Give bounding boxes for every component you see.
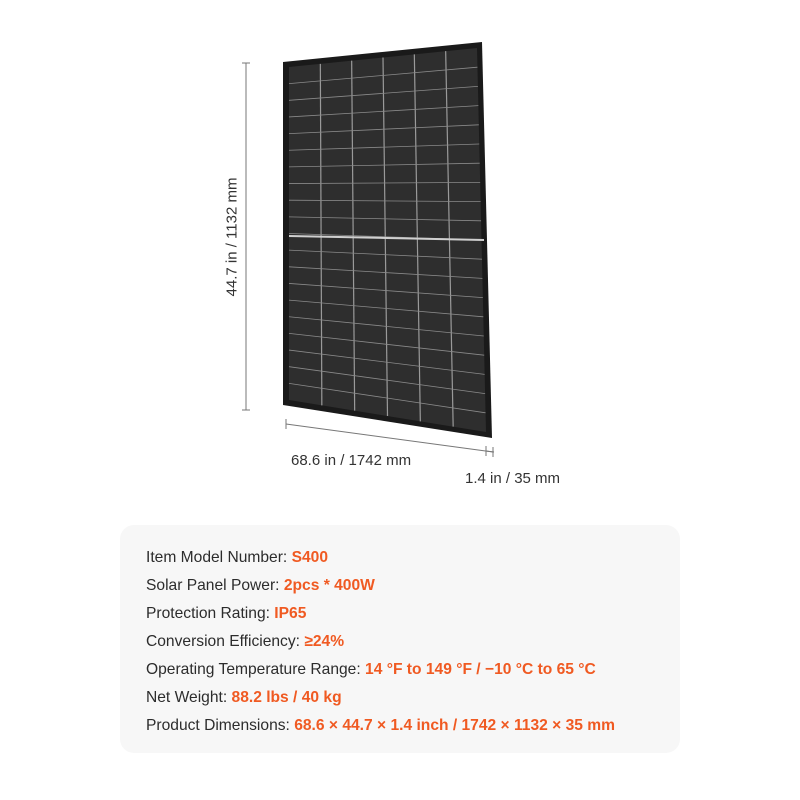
depth-dimension-label: 1.4 in / 35 mm <box>465 470 561 487</box>
height-dimension-line <box>242 63 250 410</box>
spec-row-power <box>146 572 680 600</box>
spec-row-weight <box>146 684 680 712</box>
spec-row-temperature <box>146 656 680 684</box>
spec-label: Operating Temperature Range: <box>146 661 366 678</box>
spec-label: Net Weight: <box>146 689 232 706</box>
spec-row-model <box>146 544 680 572</box>
spec-label: Product Dimensions: <box>146 717 295 734</box>
spec-row-efficiency <box>146 628 680 656</box>
spec-value: S400 <box>291 549 329 566</box>
spec-row-protection <box>146 600 680 628</box>
specifications-card <box>120 525 680 753</box>
spec-label: Protection Rating: <box>146 605 275 622</box>
spec-value: IP65 <box>274 605 307 622</box>
spec-value: 14 °F to 149 °F / −10 °C to 65 °C <box>365 661 596 678</box>
spec-label: Solar Panel Power: <box>146 577 284 594</box>
height-dimension-label: 44.7 in / 1132 mm <box>223 177 241 297</box>
spec-label: Item Model Number: <box>146 549 292 566</box>
spec-label: Conversion Efficiency: <box>146 633 305 650</box>
width-dimension-label: 68.6 in / 1742 mm <box>291 452 412 469</box>
spec-value: 68.6 × 44.7 × 1.4 inch / 1742 × 1132 × 35 mm <box>294 717 615 734</box>
spec-value: 2pcs * 400W <box>283 577 375 594</box>
spec-row-dimensions <box>146 712 680 740</box>
solar-panel <box>283 42 492 438</box>
spec-value: ≥24% <box>304 633 345 650</box>
spec-value: 88.2 lbs / 40 kg <box>231 689 342 706</box>
